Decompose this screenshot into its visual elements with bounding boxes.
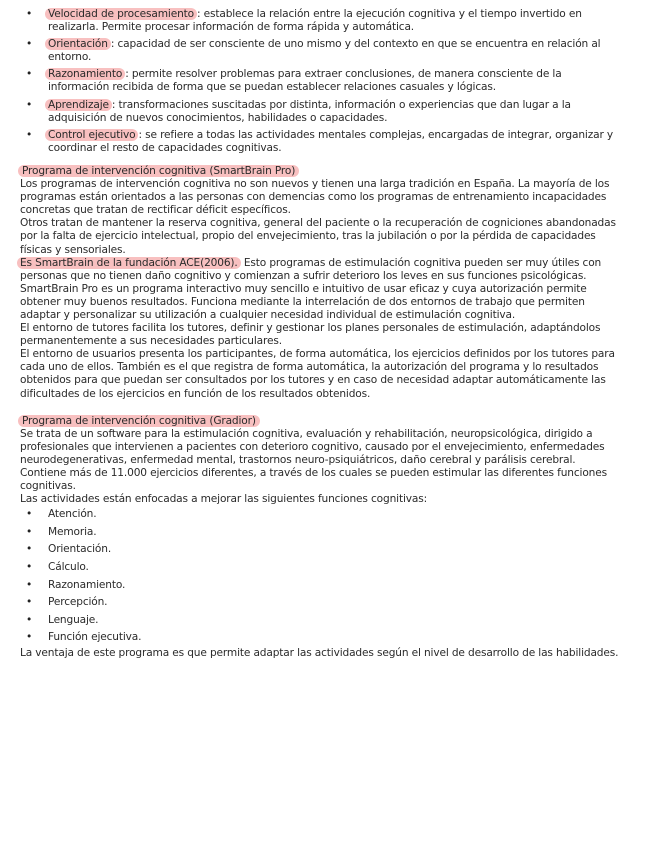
- list-item: [20, 129, 624, 155]
- term-description: : se refiere a todas las actividades mentales complejas, encargadas de integrar, organizar y coordinar el resto de capacidades cognitivas.: [48, 128, 614, 154]
- paragraph: SmartBrain Pro es un programa interactivo muy sencillo e intuitivo de usar eficaz y cuya autorización permite obtener muy buenos resultados. Funciona mediante la interrelación de dos entornos de trabajo que permiten adaptar y personalizar su utilización a cualquier necesidad individual de estimulación cognitiva.: [20, 282, 587, 321]
- list-item: [20, 8, 624, 34]
- term-description: : transformaciones suscitadas por distinta, información o experiencias que dan lugar a la adquisición de nuevos conocimientos, habilidades o capacidades.: [48, 98, 571, 124]
- paragraph: El entorno de usuarios presenta los participantes, de forma automática, los ejercicios definidos por los tutores para cada uno de ellos. También es el que registra de forma automática, la autorización del programa y lo resultados obtenidos para que puedan ser consultados por los tutores y en caso de necesidad adaptar automáticamente las dificultades de los ejercicios en función de los resultados obtenidos.: [20, 348, 615, 400]
- gradior-section: [20, 415, 624, 661]
- list-item: • Lenguaje.: [20, 612, 624, 630]
- paragraph: Otros tratan de mantener la reserva cognitiva, general del paciente o la recuperación de cogniciones abandonadas por la falta de ejercicio intelectual, propio del envejecimiento, tras la jubilación o por la pérdida de capacidades físicas y sensoriales.: [20, 217, 616, 256]
- term-highlight: Razonamiento: [45, 68, 125, 80]
- list-item: • Percepción.: [20, 594, 624, 612]
- list-item: • Función ejecutiva.: [20, 629, 624, 647]
- paragraph: Las actividades están enfocadas a mejorar las siguientes funciones cognitivas:: [20, 493, 427, 506]
- section-heading: [18, 415, 260, 428]
- list-item: • Orientación.: [20, 541, 624, 559]
- paragraph: La ventaja de este programa es que permite adaptar las actividades según el nivel de desarrollo de las habilidades.: [20, 647, 619, 660]
- list-item: • Cálculo.: [20, 559, 624, 577]
- term-description: : capacidad de ser consciente de uno mismo y del contexto en que se encuentra en relación al entorno.: [48, 38, 601, 64]
- section-heading: [18, 165, 299, 178]
- paragraph: Contiene más de 11.000 ejercicios diferentes, a través de los cuales se pueden estimular las diferentes funciones cognitivas.: [20, 467, 607, 493]
- paragraph-text: Esto programas de estimulación cognitiva pueden ser muy útiles con personas que no tienen daño cognitivo y comienzan a sufrir deterioro los leves en sus funciones psicológicas.: [20, 256, 602, 282]
- list-item: [20, 68, 624, 94]
- functions-list: [20, 506, 624, 647]
- term-highlight: Control ejecutivo: [45, 129, 138, 141]
- list-item: [20, 99, 624, 125]
- list-item: [20, 38, 624, 64]
- list-item: • Memoria.: [20, 524, 624, 542]
- term-highlight: Aprendizaje: [45, 99, 112, 111]
- term-highlight: Orientación: [45, 38, 111, 50]
- heading-highlight: Programa de intervención cognitiva (Gradior): [18, 415, 260, 427]
- list-item: • Razonamiento.: [20, 577, 624, 595]
- cognitive-functions-list: [20, 8, 624, 155]
- term-highlight: Velocidad de procesamiento: [45, 8, 197, 20]
- paragraph: Se trata de un software para la estimulación cognitiva, evaluación y rehabilitación, neuropsicológica, dirigido a profesionales que intervienen a pacientes con deterioro cognitivo, causado por el envejecimiento, enfermedades neurodegenerativas, enfermedad mental, trastornos neuro-psiquiátricos, daño cerebral y parálisis cerebral.: [20, 427, 605, 466]
- list-item: • Atención.: [20, 506, 624, 524]
- smartbrain-section: [20, 165, 624, 401]
- inline-highlight: Es SmartBrain de la fundación ACE(2006).: [17, 257, 241, 269]
- paragraph: El entorno de tutores facilita los tutores, definir y gestionar los planes personales de estimulación, adaptándolos permanentemente a sus necesidades particulares.: [20, 322, 601, 348]
- paragraph: [20, 257, 624, 283]
- term-description: : establece la relación entre la ejecución cognitiva y el tiempo invertido en realizarla. Permite procesar información de forma rápida y automática.: [48, 8, 582, 34]
- heading-highlight: Programa de intervención cognitiva (SmartBrain Pro): [18, 165, 299, 177]
- paragraph: Los programas de intervención cognitiva no son nuevos y tienen una larga tradición en España. La mayoría de los programas están orientados a las personas con demencias como los programas de entrenamiento incapacidades concretas que tratan de rectificar déficit específicos.: [20, 178, 610, 217]
- term-description: : permite resolver problemas para extraer conclusiones, de manera consciente de la información recibida de forma que se puedan establecer relaciones casuales y lógicas.: [48, 68, 562, 94]
